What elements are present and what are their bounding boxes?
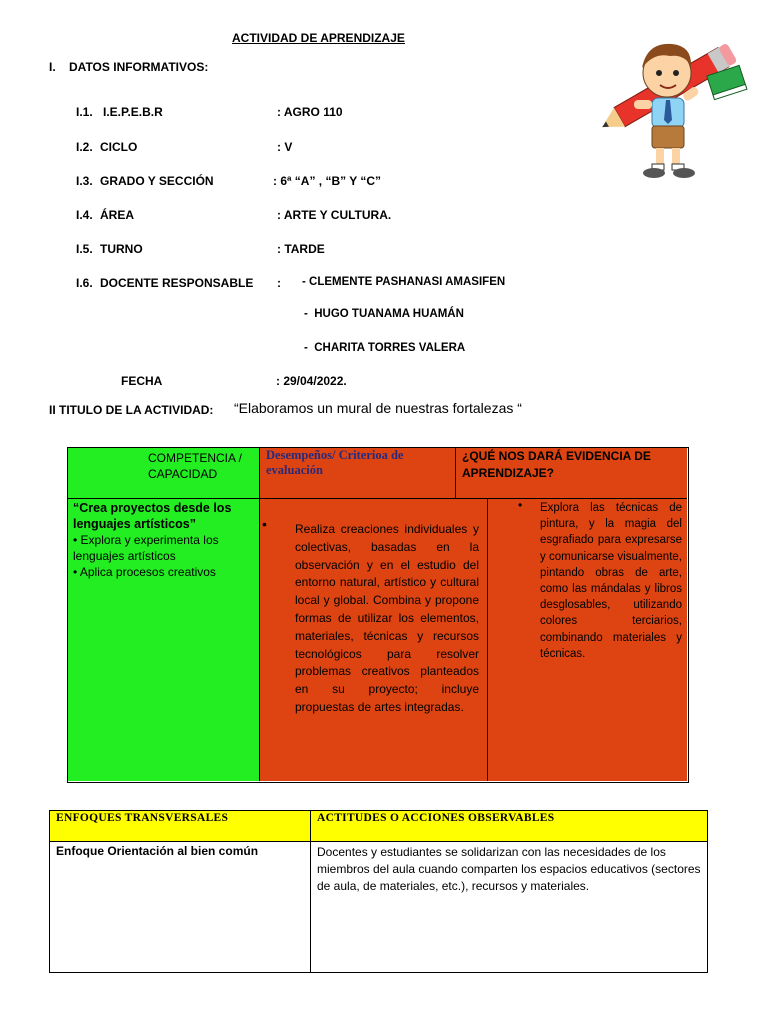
header-desempenos: Desempeños/ Criterioa de evaluación [260,448,456,499]
info-num: I.3. [76,174,93,188]
info-label: DOCENTE RESPONSABLE [100,276,254,290]
info-num: I.5. [76,242,93,256]
enfoque-cell: Enfoque Orientación al bien común [50,842,311,972]
info-value: : ARTE Y CULTURA. [277,208,392,222]
info-label: TURNO [100,242,143,256]
info-num: I.1. [76,105,93,119]
teacher-name: - CLEMENTE PASHANASI AMASIFEN [302,276,506,288]
bullet-icon: • [73,565,80,579]
activity-title: “Elaboramos un mural de nuestras fortalezas “ [234,400,522,416]
boy-with-pencil-illustration [592,28,752,183]
bullet-icon: • [73,533,81,547]
competencia-cell: “Crea proyectos desde los lenguajes artísticos” • Explora y experimenta los lenguajes artísticos • Aplica procesos creativos [68,499,260,781]
info-value: : V [277,140,293,154]
teacher-name: - HUGO TUANAMA HUAMÁN [304,308,464,320]
info-value: : 6ª “A” , “B” Y “C” [273,174,382,188]
header-evidencia: ¿QUÉ NOS DARÁ EVIDENCIA DE APRENDIZAJE? [456,448,687,499]
evidencia-cell: • Explora las técnicas de pintura, y la magia del esgrafiado para expresarse y comunicarse visualmente, pintando obras de arte, como las mándalas y libros desglosables, utilizando colores terciarios, combinando materiales y técnicas. [488,499,687,781]
document-title: ACTIVIDAD DE APRENDIZAJE [232,31,405,45]
section-datos-informativos: I. DATOS INFORMATIVOS: [49,60,209,74]
info-label: ÁREA [100,208,135,222]
header-enfoques: ENFOQUES TRANSVERSALES [50,811,311,842]
header-actitudes: ACTITUDES O ACCIONES OBSERVABLES [311,811,707,842]
info-label: GRADO Y SECCIÓN [100,174,214,188]
info-value: : TARDE [277,242,325,256]
bullet-icon: • [518,498,523,512]
info-num: I.2. [76,140,93,154]
fecha-label: FECHA [121,374,163,388]
fecha-value: : 29/04/2022. [276,374,347,388]
info-value: : [277,276,281,290]
capacidad-item: • Aplica procesos creativos [73,565,216,579]
info-num: I.6. [76,276,93,290]
bullet-icon: • [262,516,267,532]
header-competencia: COMPETENCIA / CAPACIDAD [68,448,260,499]
capacidad-item: • Explora y experimenta los lenguajes artísticos [73,533,219,563]
activity-label: II TITULO DE LA ACTIVIDAD: [49,403,214,417]
actitud-cell: Docentes y estudiantes se solidarizan con las necesidades de los miembros del aula cuando comparten los espacios educativos (sectores de aula, de materiales, etc.), recursos y materiales. [317,845,701,893]
info-num: I.4. [76,208,93,222]
info-value: : AGRO 110 [277,105,343,119]
competence-table [67,447,689,783]
enfoques-table [49,810,708,973]
info-label: I.E.P.E.B.R [103,105,163,119]
desempeno-cell: • Realiza creaciones individuales y colectivas, basadas en la observación y en el estudio del entorno natural, artístico y cultural local y global. Combina y propone formas de utilizar los elementos, materiales, técnicas y recursos tecnológicos para resolver problemas creativos planteados en su proyecto; incluye propuestas de artes integradas. [260,499,488,781]
teacher-name: - CHARITA TORRES VALERA [304,342,466,354]
info-label: CICLO [100,140,138,154]
